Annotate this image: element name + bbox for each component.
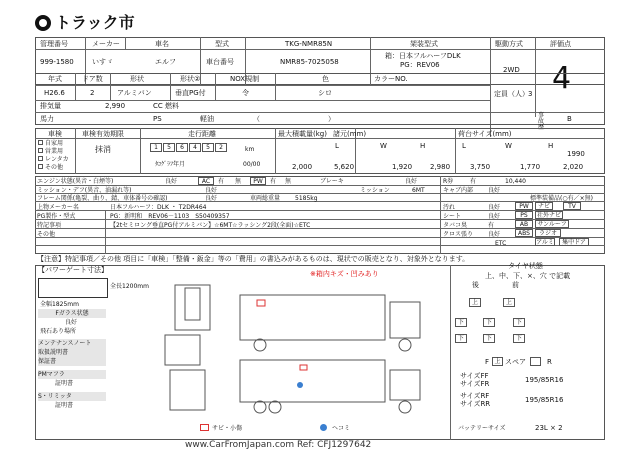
kyori-unit: km <box>245 146 255 153</box>
kudou-label: 駆動方式 <box>495 40 523 48</box>
shogen-H: 2,980 <box>430 163 451 171</box>
kasou-value-1: 箱：日本フルハーフDLK <box>385 52 461 60</box>
legend-dent-icon <box>320 424 327 431</box>
gate-width: 全幅1825mm <box>40 301 79 308</box>
nidai-W-key: W <box>505 142 512 150</box>
tabako-label: タバコ臭 <box>443 222 467 229</box>
nox-label: NOX規制 <box>230 75 260 83</box>
mission-type-value: 6MT <box>412 187 425 194</box>
odometer-digit: 5 <box>202 143 214 152</box>
tire-mark: 下 <box>513 334 525 343</box>
color-no-label: カラーNO. <box>374 75 408 83</box>
glass-value: 良好 <box>65 319 78 326</box>
cap-value: 良好 <box>488 187 501 194</box>
nidai-H-top: 1990 <box>567 150 585 158</box>
spare-label: スペア <box>505 358 526 366</box>
cross-value: 良好 <box>488 231 501 238</box>
tokki-label: 特記事項 <box>37 222 62 229</box>
haiki-unit: CC <box>153 102 163 110</box>
size-rr: サイズRR <box>460 400 491 408</box>
pm2-label: 証明書 <box>55 380 74 387</box>
iro-value: シロ <box>318 89 332 97</box>
shogen-W-key: W <box>380 142 387 150</box>
side-view-wheel <box>269 401 281 413</box>
damage-mark-dent <box>297 382 303 388</box>
tire-mark: 下 <box>483 334 495 343</box>
logo-text: トラック市 <box>55 13 135 32</box>
gate-length: 全長1200mm <box>110 283 149 290</box>
cross-label: クロス張り <box>443 231 474 238</box>
sekisai-value: 2,000 <box>292 163 313 171</box>
red-note: ※箱内キズ・凹みあり <box>310 270 379 278</box>
manual-label: メンテナンスノート <box>38 339 106 348</box>
kudou-value: 2WD <box>503 66 520 74</box>
keijo-value: アルミバン <box>117 89 152 97</box>
equip-cell: ABS <box>515 229 533 237</box>
brake-label: ブレーキ <box>320 178 344 185</box>
cap-label: キャブ内部 <box>443 187 474 194</box>
equip-cell: アルミ <box>536 239 554 246</box>
f-value: 上 <box>492 357 503 366</box>
haiki-value: 2,990 <box>105 102 126 110</box>
ac-value: 有 <box>218 178 225 185</box>
joso-label: 上物メーカー名 <box>37 204 79 211</box>
shadai-label: 車台番号 <box>206 58 234 66</box>
pg-value: PG：新明和 REV06－1103 S50409357 <box>110 213 230 220</box>
maker-label: メーカー <box>92 40 120 48</box>
size-rf: サイズRF <box>460 392 490 400</box>
shogen-H-key: H <box>420 142 426 150</box>
rear-view-box-2 <box>170 370 205 410</box>
jiko-value: B <box>567 115 572 123</box>
shaken-opt[interactable]: レンタカ <box>38 156 74 164</box>
damage-mark-rust <box>300 365 307 370</box>
tire-mark: 上 <box>503 298 515 307</box>
legend-rust: サビ・小傷 <box>212 425 243 432</box>
keijo-label: 形状 <box>130 75 144 83</box>
side-view-box <box>240 295 385 340</box>
hyoka-value: 4 <box>552 61 572 96</box>
nidai-L-key: L <box>462 142 466 150</box>
keijo2-label: 形状② <box>180 75 201 83</box>
paren-close: ） <box>328 115 335 123</box>
r-box <box>530 357 541 366</box>
tabako-value: 有 <box>488 222 495 229</box>
mission-type-label: ミッション <box>360 187 390 194</box>
ac-label: AC <box>198 177 214 185</box>
weight-value: 5185kg <box>295 195 318 202</box>
nidai-W: 1,770 <box>520 163 541 171</box>
tire-mark: 下 <box>483 318 495 327</box>
frame-value: 良好 <box>205 195 218 202</box>
side-view-wheel <box>254 401 266 413</box>
shaken-opt[interactable]: 自家用 <box>38 140 74 148</box>
nenshiki-value: H26.6 <box>44 89 65 97</box>
damage-mark-rust <box>257 300 265 306</box>
tire-mark: 下 <box>513 318 525 327</box>
nidai-H: 2,020 <box>563 163 584 171</box>
nidai-L: 3,750 <box>470 163 491 171</box>
nidai-label: 荷台サイズ(mm) <box>458 130 512 138</box>
engine-value: 良好 <box>165 178 178 185</box>
battery-value: 23L × 2 <box>535 424 563 432</box>
shaken-label: 車検 <box>48 130 62 138</box>
tire-mark: 下 <box>455 334 467 343</box>
sekisai-label: 最大積載量(kg) <box>278 130 327 138</box>
size-front-value: 195/85R16 <box>525 376 564 384</box>
pw-value: 有 <box>270 178 277 185</box>
nenryo-value: 軽油 <box>200 115 214 123</box>
maker-value: いすゞ <box>92 58 113 66</box>
engine-label: エンジン状態(異音・白煙等) <box>37 178 114 185</box>
jiko-label: 事故歴 <box>538 112 545 131</box>
keijo2-value: 垂直PG付 <box>175 89 206 97</box>
slimit-label: S・リミッタ <box>38 392 106 401</box>
r-amount: 10,440 <box>505 178 526 185</box>
tire-sub: 上、中、下、×、穴 で記載 <box>485 272 571 280</box>
odometer-digit: 4 <box>189 143 201 152</box>
hyoka-label: 評価点 <box>550 40 571 48</box>
pw-none: 無 <box>285 178 292 185</box>
odometer-digit: 2 <box>215 143 227 152</box>
manual2-label: 取扱説明書 <box>38 348 106 357</box>
nenshiki-label: 年式 <box>48 75 62 83</box>
side-view-cab-2 <box>390 370 420 400</box>
katashiki-label: 型式 <box>215 40 229 48</box>
rear-view-box <box>175 285 210 330</box>
katashiki-value: TKG-NMR85N <box>285 40 333 48</box>
brake-value: 良好 <box>405 178 418 185</box>
slimit2-label: 証明書 <box>55 402 74 409</box>
size-ff: サイズFF <box>460 372 489 380</box>
equip-cell: 集中ドア <box>559 238 589 246</box>
shogen-label: 諸元(mm) <box>333 130 367 138</box>
front-view-cab <box>165 335 200 365</box>
power-gate-box <box>38 278 108 298</box>
rear-view-pillar <box>185 288 200 320</box>
paren-open: （ <box>253 115 260 123</box>
odometer-digit: 5 <box>163 143 175 152</box>
shaken-head: 車検有効期限 <box>82 130 124 138</box>
size-rear-value: 195/85R16 <box>525 396 564 404</box>
equip-cell: TV <box>563 202 581 210</box>
tokki-value: 【2tセミロング垂直PG付アルミバン】☆6MT☆ラッシング2段(全面)☆ETC <box>110 222 311 229</box>
joso-value: 日本フルハーフ：DLK ・ T2DR464 <box>110 204 207 211</box>
nidai-H-key: H <box>548 142 554 150</box>
equip-cell: PW <box>515 202 533 210</box>
side-view-cab <box>390 302 420 338</box>
tire-front: 前 <box>512 281 519 289</box>
shogen-W: 1,920 <box>392 163 413 171</box>
equip-cell: ラジオ <box>535 229 561 237</box>
equip-cell: PS <box>515 211 533 219</box>
notice-text: 【注意】特記事項／その他 項目に「車検」「整備・鈑金」等の「費用」の書込みがあるものは、現状での販売となり、対象外となります。 <box>37 255 470 263</box>
yogore-value: 良好 <box>488 204 501 211</box>
name-value: エルフ <box>155 58 176 66</box>
odometer-digit: 1 <box>150 143 162 152</box>
equip-cell: AB <box>515 220 533 228</box>
odometer-digit: 6 <box>176 143 188 152</box>
yogore-label: 汚れ <box>443 204 456 211</box>
teiin-label: 定員（人） <box>494 90 529 98</box>
sonota-label: その他 <box>37 231 56 238</box>
stone-label: 飛石あり場所 <box>40 328 77 335</box>
power-gate-label: 【パワーゲート寸法】 <box>38 266 108 274</box>
tire-title: タイヤ状態 <box>508 262 543 270</box>
seat-value: 良好 <box>488 213 501 220</box>
tire-mark: 下 <box>455 318 467 327</box>
equip-cell: サンルーフ <box>535 220 569 228</box>
mission-value: 良好 <box>205 187 218 194</box>
shogen-L-key: L <box>335 142 339 150</box>
shaken-options <box>38 140 74 172</box>
side-view-wheel <box>254 339 266 351</box>
seat-label: シート <box>443 213 462 220</box>
equip-cell: 社外ナビ <box>536 212 561 219</box>
ac-none: 無 <box>235 178 242 185</box>
shogen-L: 5,620 <box>334 163 355 171</box>
glass-label: Fガラス状態 <box>38 309 106 318</box>
meter-label: ﾀｺｸﾞﾗﾌ年月 <box>155 161 186 168</box>
kyoukyu-label: 標準装備品(○有／×無) <box>530 195 593 202</box>
shadai-value: NMR85-7025058 <box>280 58 339 66</box>
tire-map <box>455 290 555 360</box>
meter-value: 00/00 <box>243 161 261 168</box>
door-label: ドア数 <box>82 75 103 83</box>
pm-label: PMマフラ <box>38 370 106 379</box>
kanri-value: 999-1580 <box>40 58 74 66</box>
equip-cell: ナビ <box>535 202 553 210</box>
shaken-value: 抹消 <box>95 145 111 154</box>
row2-frame <box>35 73 605 125</box>
tire-rear: 後 <box>472 281 479 289</box>
tire-mark: 上 <box>469 298 481 307</box>
weight-label: 車両総重量 <box>250 195 281 202</box>
r-value: 有 <box>470 178 477 185</box>
pg-label: PG製作・型式 <box>37 213 76 220</box>
side-view-wheel <box>399 401 411 413</box>
r-label: R券 <box>443 178 454 185</box>
bariki-label: 馬力 <box>40 115 54 123</box>
teiin-value: 3 <box>528 90 533 98</box>
name-label: 車名 <box>155 40 169 48</box>
frame-label: フレーム関係(亀裂、曲り、錆、車体番号の確認) <box>37 195 168 202</box>
mission-label: ミッション・デフ(異音、油漏れ等) <box>37 187 132 194</box>
warranty-label: 保証書 <box>38 357 106 366</box>
r-spare-label: R <box>547 358 552 366</box>
truck-diagram <box>150 280 445 420</box>
header-logo <box>35 14 155 32</box>
kyori-label: 走行距離 <box>188 130 216 138</box>
size-fr: サイズFR <box>460 380 490 388</box>
door-value: 2 <box>90 89 95 97</box>
f-label: F <box>485 358 490 366</box>
side-view-box-2 <box>240 360 385 402</box>
pw-label: PW <box>250 177 266 185</box>
shaken-opt[interactable]: その他 <box>38 164 74 172</box>
haiki-label: 排気量 <box>40 102 61 110</box>
side-view-wheel <box>399 339 411 351</box>
etc-label: ETC <box>495 240 507 247</box>
logo-icon-inner <box>39 19 47 27</box>
kanri-label: 管理番号 <box>40 40 68 48</box>
battery-label: バッテリーサイズ <box>458 425 506 432</box>
legend-rust-icon <box>200 424 209 431</box>
kasou-value-2: PG：REV06 <box>400 61 440 69</box>
bariki-unit: PS <box>153 115 162 123</box>
kasou-label: 架装型式 <box>410 40 438 48</box>
shaken-opt[interactable]: 営業用 <box>38 148 74 156</box>
nenryo-label: 燃料 <box>165 102 179 110</box>
footer-source: www.CarFromJapan.com Ref: CFJ1297642 <box>185 440 372 450</box>
iro-label: 色 <box>322 75 329 83</box>
nox-value: 令 <box>242 89 249 97</box>
legend-dent: ヘコミ <box>332 425 351 432</box>
